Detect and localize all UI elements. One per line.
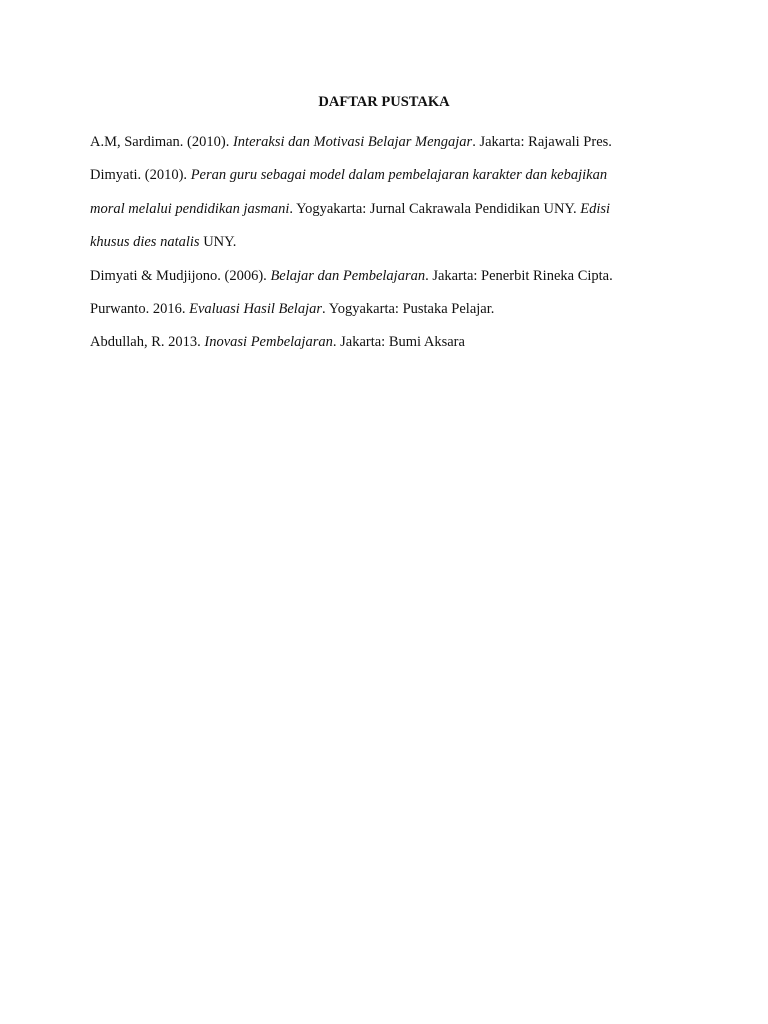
- reference-title: Inovasi Pembelajaran: [204, 334, 333, 351]
- reference-list: [90, 126, 620, 360]
- reference-publisher: . Jakarta: Rajawali Pres.: [472, 134, 612, 150]
- reference-item: [90, 260, 620, 293]
- reference-author-year: Abdullah, R. 2013.: [90, 334, 205, 351]
- reference-publisher: . Yogyakarta: Pustaka Pelajar.: [322, 301, 495, 318]
- page-title: DAFTAR PUSTAKA: [318, 94, 450, 110]
- reference-author-year: Dimyati. (2010).: [90, 167, 191, 184]
- reference-publisher: . Jakarta: Bumi Aksara: [332, 334, 465, 351]
- reference-publisher-suffix: UNY.: [199, 234, 237, 251]
- reference-item: [90, 293, 620, 326]
- reference-title: Evaluasi Hasil Belajar: [189, 301, 323, 318]
- reference-item: [90, 159, 620, 259]
- reference-item: [90, 126, 620, 159]
- reference-author-year: A.M, Sardiman. (2010).: [90, 134, 233, 150]
- reference-edition: Edisi khusus dies natalis: [90, 200, 611, 251]
- reference-title: Belajar dan Pembelajaran: [270, 267, 426, 284]
- reference-publisher: . Yogyakarta: Jurnal Cakrawala Pendidikan UNY.: [289, 200, 581, 217]
- reference-publisher: . Jakarta: Penerbit Rineka Cipta.: [425, 267, 613, 284]
- reference-title: Interaksi dan Motivasi Belajar Mengajar: [232, 134, 473, 150]
- reference-author-year: Purwanto. 2016.: [90, 301, 190, 318]
- reference-item: [90, 326, 620, 359]
- reference-author-year: Dimyati & Mudjijono. (2006).: [90, 267, 271, 284]
- reference-title: Peran guru sebagai model dalam pembelajaran karakter dan kebajikan moral melalui pendidikan jasmani: [90, 167, 608, 217]
